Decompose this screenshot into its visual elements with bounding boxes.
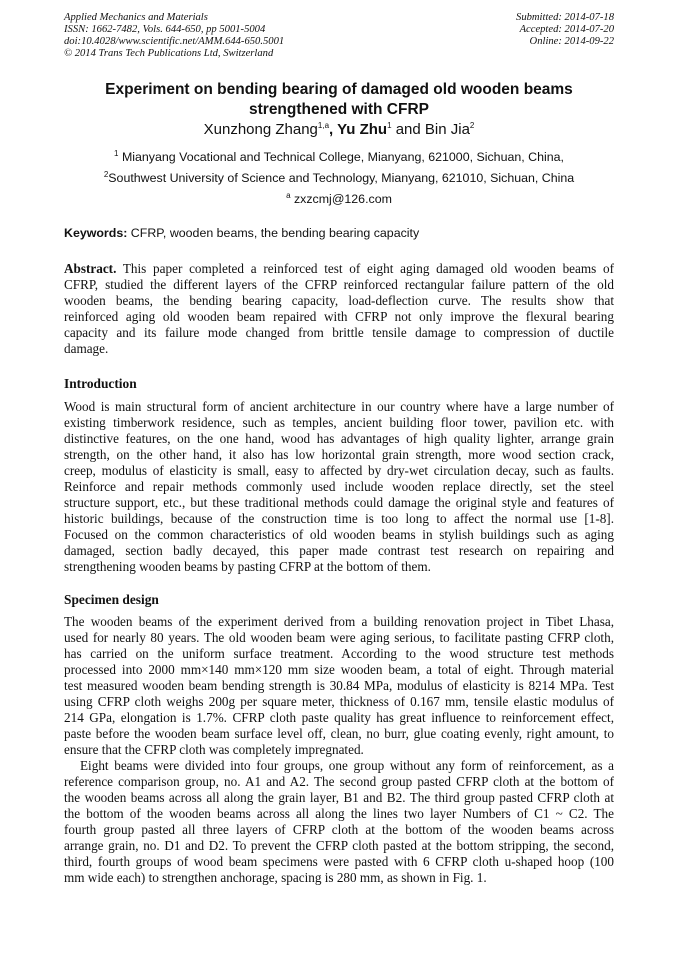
text-line: distinctive features, on the one hand, wood has advantages of high quality lighter, arrange grain — [64, 431, 614, 446]
title-line: Experiment on bending bearing of damaged old wooden beams — [105, 81, 573, 98]
email — [0, 191, 678, 206]
text-line: Focused on the common characteristics of old wooden beams in stylish buildings such as aging — [64, 527, 614, 542]
affiliation-2 — [0, 170, 678, 185]
aff-sup: 1 — [114, 149, 119, 158]
keywords — [64, 226, 419, 240]
issn: ISSN: 1662-7482, Vols. 644-650, pp 5001-5004 — [64, 24, 266, 35]
text-line: arrange grain, no. D1 and D2. To prevent the CFRP cloth pasted at the bottom stripping, the second, — [64, 838, 614, 853]
author-sup: 1,a — [317, 121, 330, 130]
author: , Yu Zhu — [329, 121, 388, 138]
text-line: Eight beams were divided into four groups, one group without any form of reinforcement, as a — [80, 758, 614, 773]
introduction-heading: Introduction — [64, 376, 137, 391]
text-line: CFRP, studied the different layers of the CFRP reinforced rectangular failure pattern of the old — [64, 277, 614, 292]
text-line: test measured wooden beam bending strength is 30.84 MPa, modulus of elasticity is 8214 MPa. Test — [64, 678, 614, 693]
author: and Bin Jia — [391, 121, 470, 138]
text-line: historic buildings, because of the construction time is too long to affect the normal use [1-8]. — [64, 511, 614, 526]
text-line: damaged, section badly decayed, this paper made contrast test research on repairing and — [64, 543, 614, 558]
keywords-label: Keywords: — [64, 226, 128, 240]
aff-text: Southwest University of Science and Technology, Mianyang, 621010, Sichuan, China — [108, 171, 575, 186]
text-line: existing timberwork residence, such as temples, ancient building floor tower, pavilion etc. with — [64, 415, 614, 430]
keywords-text: CFRP, wooden beams, the bending bearing capacity — [127, 226, 420, 240]
paper-title — [0, 80, 678, 120]
author: Xunzhong Zhang — [203, 121, 318, 138]
text-line: reference comparison group, no. A1 and A2. The second group pasted CFRP cloth at the bottom of — [64, 774, 614, 789]
text-line: Reinforce and repair methods commonly used include wooden replace directly, set the steel — [64, 479, 614, 494]
text-line: strengthening wooden beams by pasting CFRP at the bottom of them. — [64, 559, 431, 574]
authors — [0, 121, 678, 138]
abstract-label: Abstract. — [64, 261, 117, 276]
text-line: processed into 2000 mm×140 mm×120 mm size wooden beam, a total of eight. Through material — [64, 662, 614, 677]
online-date: Online: 2014-09-22 — [529, 36, 614, 47]
text-line: The wooden beams of the experiment derived from a building renovation project in Tibet Lhasa, — [64, 614, 614, 629]
submitted-date: Submitted: 2014-07-18 — [516, 12, 614, 23]
abstract — [64, 261, 614, 357]
text-line: fourth group pasted all three layers of CFRP cloth at the bottom of the wooden beams across — [64, 822, 614, 837]
title-line: strengthened with CFRP — [249, 101, 429, 118]
text-line: creep, modulus of elasticity is small, easy to affected by dry-wet circulation decay, such as faults. — [64, 463, 614, 478]
text-line: the bottom of the wooden beams across all along the lines two layer Numbers of C1 ~ C2. The — [64, 806, 614, 821]
introduction-body — [64, 399, 614, 575]
aff-sup: 2 — [103, 170, 109, 179]
journal-name: Applied Mechanics and Materials — [64, 12, 208, 23]
author-sup: 2 — [469, 121, 475, 130]
text-line: reinforced aging old wooden beam repaired with CFRP not only improve the flexural bearing — [64, 309, 614, 324]
specimen-heading: Specimen design — [64, 592, 159, 607]
text-line: strength, on the other hand, it also has low horizontal grain strength, more wood section crack, — [64, 447, 614, 462]
text-line: paste before the wooden beam surface level off, clean, no burr, glue coating evenly, right amount, to — [64, 726, 614, 741]
text-line: used for nearly 80 years. The old wooden beam were aging serious, to facilitate pasting CFRP cloth, — [64, 630, 614, 645]
journal-info — [64, 12, 284, 60]
text-line: the wooden beams across all along the grain layer, B1 and B2. The third group pasted CFRP cloth at — [64, 790, 614, 805]
author-sup: 1 — [387, 121, 392, 130]
text-line: damage. — [64, 341, 109, 356]
doi: doi:10.4028/www.scientific.net/AMM.644-650.5001 — [64, 36, 285, 47]
text-line: structure support, etc., but these traditional methods could damage the original style and features of — [64, 495, 614, 510]
text-line: has carried on the uniform surface treatment. According to the wood structure test methods — [64, 646, 614, 661]
accepted-date: Accepted: 2014-07-20 — [519, 24, 614, 35]
affiliation-1 — [0, 149, 678, 164]
email-text[interactable]: zxzcmj@126.com — [290, 192, 392, 207]
specimen-body — [64, 614, 614, 886]
text-line: capacity and its failure mode changed from brittle tensile damage to compression of ductile — [64, 325, 614, 340]
text-line: 214 GPa, elongation is 1.7%. CFRP cloth paste quality has great influence to reinforcement effect, — [64, 710, 614, 725]
text-line: ensure that the CFRP cloth was completely impregnated. — [64, 742, 364, 757]
text-line: wooden beams, the bending bearing capacity, load-deflection curve. The results show that — [64, 293, 614, 308]
text-line: This paper completed a reinforced test of eight aging damaged old wooden beams of — [116, 261, 614, 276]
text-line: Wood is main structural form of ancient architecture in our country where have a large number of — [64, 399, 614, 414]
text-line: mm wide each) to strengthen anchorage, spacing is 280 mm, as shown in Fig. 1. — [64, 870, 487, 885]
text-line: using CFRP cloth weighs 200g per square meter, thickness of 0.167 mm, tensile elastic modulus of — [64, 694, 614, 709]
dates — [516, 12, 614, 48]
aff-text: Mianyang Vocational and Technical College, Mianyang, 621000, Sichuan, China, — [118, 150, 564, 165]
email-sup: a — [286, 191, 291, 200]
text-line: third, fourth groups of wood beam specimens were pasted with 6 CFRP cloth u-shaped hoop (100 — [64, 854, 614, 869]
copyright: © 2014 Trans Tech Publications Ltd, Switzerland — [64, 48, 274, 59]
